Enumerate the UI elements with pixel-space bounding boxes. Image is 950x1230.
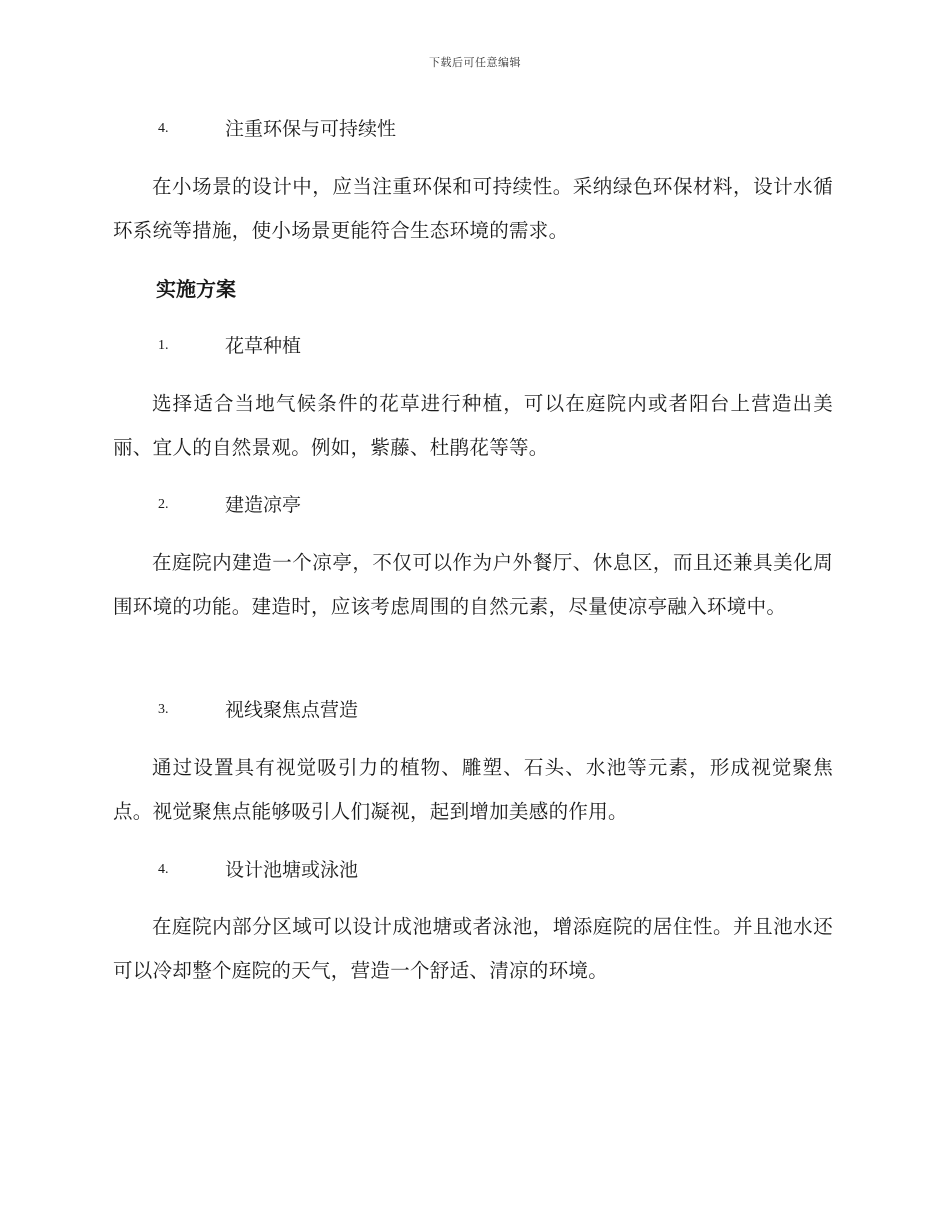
item-number: 2. <box>158 497 169 512</box>
item-number: 3. <box>158 702 169 717</box>
paragraph: 通过设置具有视觉吸引力的植物、雕塑、石头、水池等元素，形成视觉聚焦点。视觉聚焦点能够吸引人们凝视，起到增加美感的作用。 <box>113 756 833 823</box>
item-title: 建造凉亭 <box>225 494 302 516</box>
item-title: 花草种植 <box>225 335 302 357</box>
item-title: 设计池塘或泳池 <box>225 859 359 881</box>
page-header: 下载后可任意编辑 <box>429 56 521 69</box>
item-number: 4. <box>158 121 169 136</box>
section-heading: 实施方案 <box>156 277 236 301</box>
item-title: 注重环保与可持续性 <box>225 118 397 140</box>
item-title: 视线聚焦点营造 <box>225 699 359 721</box>
paragraph: 在庭院内建造一个凉亭，不仅可以作为户外餐厅、休息区，而且还兼具美化周围环境的功能。建造时，应该考虑周围的自然元素，尽量使凉亭融入环境中。 <box>113 551 833 618</box>
paragraph: 在小场景的设计中，应当注重环保和可持续性。采纳绿色环保材料，设计水循环系统等措施，使小场景更能符合生态环境的需求。 <box>113 175 833 242</box>
paragraph: 在庭院内部分区域可以设计成池塘或者泳池，增添庭院的居住性。并且池水还可以冷却整个庭院的天气，营造一个舒适、清凉的环境。 <box>113 915 833 982</box>
paragraph: 选择适合当地气候条件的花草进行种植，可以在庭院内或者阳台上营造出美丽、宜人的自然景观。例如，紫藤、杜鹃花等等。 <box>113 392 833 459</box>
item-number: 4. <box>158 862 169 877</box>
item-number: 1. <box>158 338 169 353</box>
